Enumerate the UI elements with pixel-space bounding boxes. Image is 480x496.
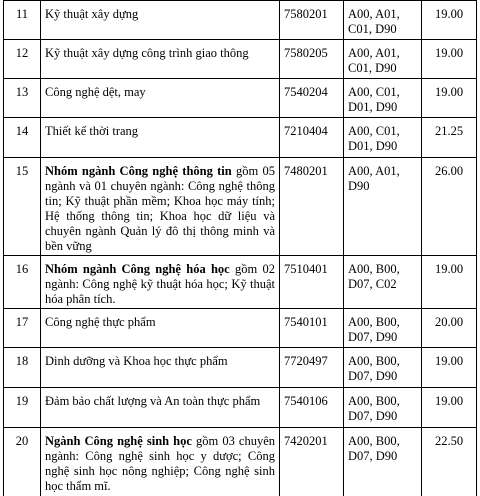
combination-line: A00, C01, — [348, 85, 400, 99]
combination-line: A00, B00, — [348, 354, 400, 368]
cutoff-score: 22.50 — [422, 428, 477, 496]
program-group-title: Nhóm ngành Công nghệ thông tin — [45, 164, 232, 178]
row-number: 18 — [4, 348, 41, 388]
combination-line: C01, D90 — [348, 22, 397, 36]
combination-line: D01, D90 — [348, 100, 398, 114]
table-row — [4, 388, 477, 428]
combination-line: A00, A01, — [348, 164, 400, 178]
subject-combinations — [344, 348, 422, 388]
combination-line: D07, D90 — [348, 369, 398, 383]
row-number: 16 — [4, 256, 41, 309]
program-name: Kỹ thuật xây dựng công trình giao thông — [41, 40, 280, 79]
combination-line: A00, B00, — [348, 394, 400, 408]
subject-combinations — [344, 309, 422, 348]
combination-line: D01, D90 — [348, 139, 398, 153]
combination-line: A00, C01, — [348, 124, 400, 138]
combination-line: D07, C02 — [348, 277, 397, 291]
table-row — [4, 309, 477, 348]
combination-line: A00, B00, — [348, 262, 400, 276]
subject-combinations — [344, 428, 422, 496]
table-row — [4, 1, 477, 40]
program-code: 7580201 — [280, 1, 344, 40]
program-code: 7210404 — [280, 118, 344, 158]
subject-combinations — [344, 256, 422, 309]
program-name: Thiết kế thời trang — [41, 118, 280, 158]
program-name — [41, 256, 280, 309]
row-number: 17 — [4, 309, 41, 348]
cutoff-score: 19.00 — [422, 79, 477, 118]
combination-line: A00, B00, — [348, 434, 400, 448]
program-name — [41, 158, 280, 256]
row-number: 14 — [4, 118, 41, 158]
program-group-title: Nhóm ngành Công nghệ hóa học — [45, 262, 230, 276]
subject-combinations — [344, 79, 422, 118]
cutoff-score: 19.00 — [422, 388, 477, 428]
table-row — [4, 40, 477, 79]
program-name: Công nghệ thực phẩm — [41, 309, 280, 348]
row-number: 11 — [4, 1, 41, 40]
program-code: 7510401 — [280, 256, 344, 309]
cutoff-score: 19.00 — [422, 348, 477, 388]
combination-line: C01, D90 — [348, 61, 397, 75]
program-group-detail: gồm 02 ngành: Công nghệ kỹ thuật hóa học; Kỹ thuật hóa phân tích. — [45, 262, 275, 306]
cutoff-score: 21.25 — [422, 118, 477, 158]
combination-line: D90 — [348, 179, 370, 193]
table-row — [4, 348, 477, 388]
combination-line: A00, A01, — [348, 7, 400, 21]
combination-line: D07, D90 — [348, 409, 398, 423]
combination-line: D07, D90 — [348, 449, 398, 463]
program-name: Kỹ thuật xây dựng — [41, 1, 280, 40]
combination-line: A00, A01, — [348, 46, 400, 60]
subject-combinations — [344, 1, 422, 40]
program-name: Đảm bảo chất lượng và An toàn thực phẩm — [41, 388, 280, 428]
row-number: 12 — [4, 40, 41, 79]
program-name: Công nghệ dệt, may — [41, 79, 280, 118]
program-group-detail: gồm 03 chuyên ngành: Công nghệ sinh học y dược; Công nghệ sinh học nông nghiệp; Công nghệ sinh học thẩm mĩ. — [45, 434, 275, 493]
combination-line: A00, B00, — [348, 315, 400, 329]
row-number: 19 — [4, 388, 41, 428]
row-number: 15 — [4, 158, 41, 256]
row-number: 20 — [4, 428, 41, 496]
program-group-detail: gồm 05 ngành và 01 chuyên ngành: Công nghệ thông tin; Kỹ thuật phần mềm; Khoa học máy tính; Hệ thống thông tin; Khoa học dữ liệu và chuyên ngành Quản lý đô thị thông minh và bền vững — [45, 164, 275, 253]
cutoff-score: 26.00 — [422, 158, 477, 256]
cutoff-score: 19.00 — [422, 40, 477, 79]
table-row — [4, 79, 477, 118]
program-code: 7480201 — [280, 158, 344, 256]
table-row — [4, 428, 477, 496]
cutoff-score: 19.00 — [422, 1, 477, 40]
cutoff-score: 19.00 — [422, 256, 477, 309]
program-code: 7420201 — [280, 428, 344, 496]
program-group-title: Ngành Công nghệ sinh học — [45, 434, 192, 448]
program-code: 7540204 — [280, 79, 344, 118]
subject-combinations — [344, 40, 422, 79]
subject-combinations — [344, 118, 422, 158]
program-name: Dinh dưỡng và Khoa học thực phẩm — [41, 348, 280, 388]
program-code: 7540106 — [280, 388, 344, 428]
subject-combinations — [344, 388, 422, 428]
table-row — [4, 158, 477, 256]
table-row — [4, 118, 477, 158]
table-row — [4, 256, 477, 309]
program-name — [41, 428, 280, 496]
cutoff-score: 20.00 — [422, 309, 477, 348]
admissions-table — [3, 0, 477, 496]
program-code: 7720497 — [280, 348, 344, 388]
combination-line: D07, D90 — [348, 330, 398, 344]
row-number: 13 — [4, 79, 41, 118]
program-code: 7580205 — [280, 40, 344, 79]
subject-combinations — [344, 158, 422, 256]
program-code: 7540101 — [280, 309, 344, 348]
